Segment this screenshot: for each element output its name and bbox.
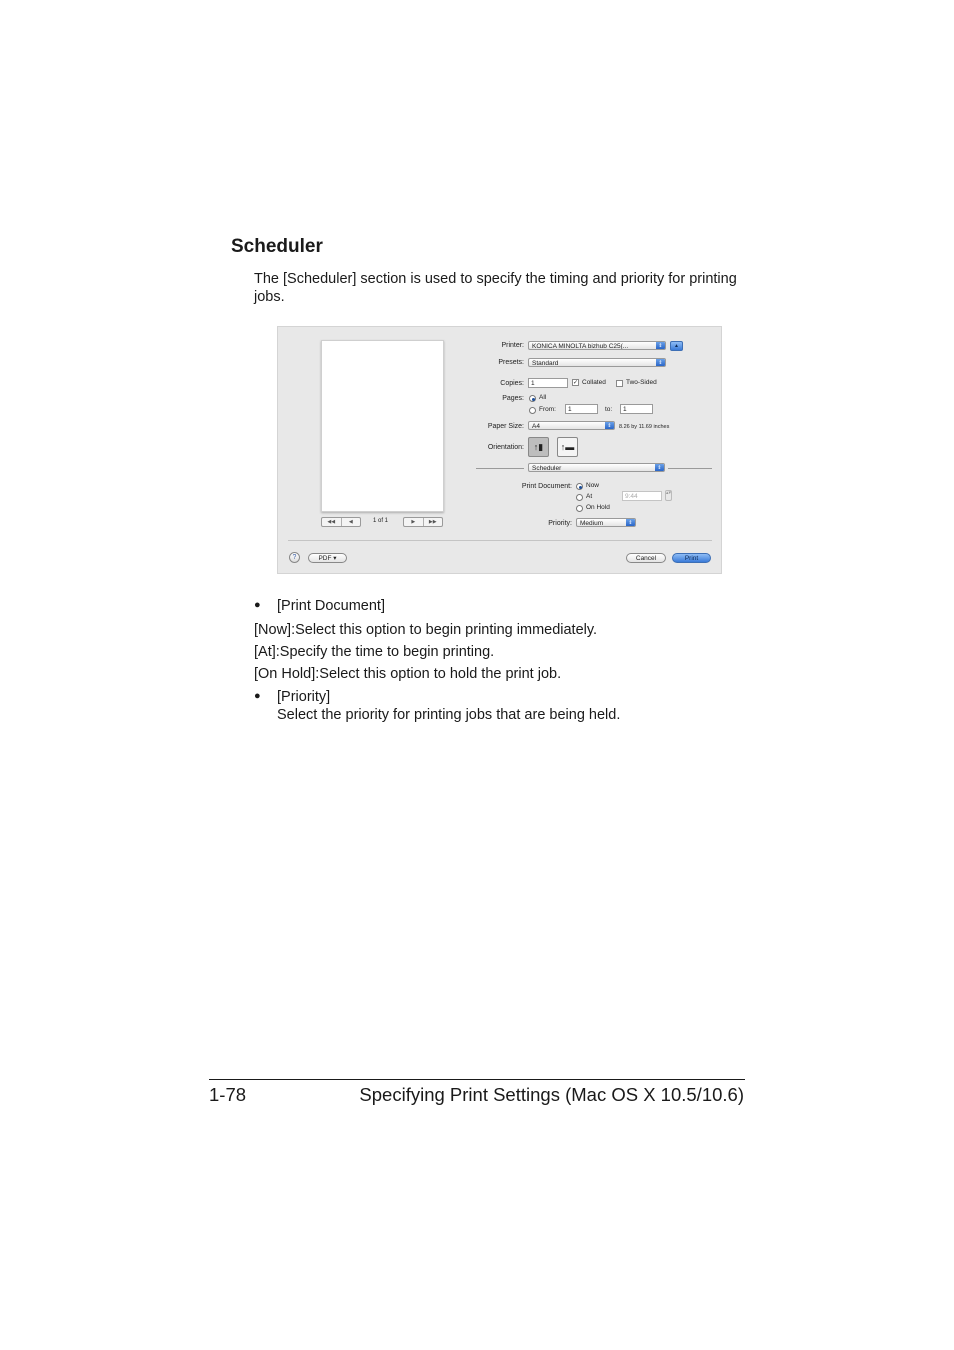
two-sided-checkbox[interactable]	[616, 380, 623, 387]
page-indicator: 1 of 1	[373, 518, 389, 524]
preview-next-buttons[interactable]	[403, 517, 443, 527]
bottom-separator	[288, 540, 712, 541]
help-icon: ?	[292, 554, 297, 561]
print-now-label: Now	[586, 482, 600, 489]
popup-arrows-icon: ⇕	[605, 422, 614, 429]
portrait-icon: ↑▮	[533, 442, 544, 452]
print-at-radio[interactable]	[576, 494, 583, 501]
print-document-heading: [Print Document]	[277, 598, 385, 614]
priority-label: Priority:	[548, 520, 572, 527]
separator	[476, 468, 524, 469]
presets-label: Presets:	[498, 359, 524, 366]
paper-size-label: Paper Size:	[487, 423, 524, 430]
help-button[interactable]	[289, 552, 300, 563]
presets-value: Standard	[532, 360, 559, 367]
pages-to-label: to:	[605, 406, 613, 413]
popup-arrows-icon: ⇕	[655, 464, 664, 471]
bullet-icon: ●	[254, 599, 261, 611]
orientation-label: Orientation:	[487, 444, 524, 451]
printer-popup[interactable]	[528, 341, 666, 350]
printer-label: Printer:	[501, 342, 524, 349]
disclosure-button[interactable]: ▲	[670, 341, 683, 351]
pages-all-radio[interactable]	[529, 395, 536, 402]
popup-arrows-icon: ⇕	[656, 359, 665, 366]
separator	[668, 468, 712, 469]
copies-input[interactable]: 1	[528, 378, 568, 388]
landscape-orientation-button[interactable]	[557, 437, 578, 457]
paper-dimensions: 8.26 by 11.69 inches	[619, 424, 670, 430]
priority-value: Medium	[580, 520, 604, 527]
page-number: 1-78	[209, 1084, 247, 1105]
cancel-button[interactable]: Cancel	[626, 553, 666, 563]
print-now-radio[interactable]	[576, 483, 583, 490]
paper-size-value: A4	[532, 423, 540, 430]
landscape-icon: ↑▬	[560, 442, 575, 452]
collated-checkbox[interactable]: ✓	[573, 380, 579, 386]
popup-arrows-icon: ⇕	[626, 519, 635, 526]
chapter-title: Specifying Print Settings (Mac OS X 10.5/10.6)	[359, 1084, 744, 1105]
priority-description: Select the priority for printing jobs that are being held.	[277, 707, 621, 723]
popup-arrows-icon: ⇕	[656, 342, 665, 349]
footer-rule	[209, 1079, 745, 1080]
print-on-hold-label: On Hold	[586, 504, 610, 511]
next-page-icon[interactable]: ▶	[404, 518, 424, 526]
priority-popup[interactable]	[576, 518, 636, 527]
at-description: [At]:Specify the time to begin printing.	[254, 644, 495, 660]
two-sided-label: Two-Sided	[626, 379, 657, 386]
print-on-hold-radio[interactable]	[576, 505, 583, 512]
copies-label: Copies:	[500, 380, 524, 387]
pages-label: Pages:	[502, 395, 524, 402]
section-popup-value: Scheduler	[532, 465, 562, 472]
page-preview	[321, 340, 444, 512]
portrait-orientation-button[interactable]	[528, 437, 549, 457]
paper-size-popup[interactable]	[528, 421, 615, 430]
presets-popup[interactable]	[528, 358, 666, 367]
print-at-time-field[interactable]: 9:44	[622, 491, 662, 501]
on-hold-description: [On Hold]:Select this option to hold the print job.	[254, 666, 562, 682]
first-page-icon[interactable]: ◀◀	[322, 518, 342, 526]
collated-label: Collated	[582, 379, 606, 386]
printer-value: KONICA MINOLTA bizhub C25(...	[532, 343, 629, 350]
print-dialog-screenshot	[277, 326, 722, 574]
prev-page-icon[interactable]: ◀	[348, 519, 353, 525]
bullet-icon: ●	[254, 690, 261, 702]
section-popup[interactable]	[528, 463, 665, 472]
print-at-label: At	[586, 493, 593, 500]
pages-from-input[interactable]: 1	[565, 404, 598, 414]
section-intro: The [Scheduler] section is used to specify the timing and priority for printing jobs.	[254, 271, 737, 305]
section-heading: Scheduler	[231, 236, 323, 257]
now-description: [Now]:Select this option to begin printing immediately.	[254, 622, 598, 638]
pages-from-label: From:	[539, 406, 556, 413]
print-document-label: Print Document:	[521, 483, 572, 490]
time-stepper[interactable]: ▴▾	[665, 490, 672, 501]
print-button[interactable]: Print	[672, 553, 711, 563]
preview-prev-buttons[interactable]	[321, 517, 361, 527]
priority-heading: [Priority]	[277, 689, 331, 705]
last-page-icon[interactable]: ▶▶	[428, 519, 437, 525]
pages-to-input[interactable]: 1	[620, 404, 653, 414]
pages-all-label: All	[539, 394, 547, 401]
pages-from-radio[interactable]	[529, 407, 536, 414]
pdf-button[interactable]: PDF ▾	[308, 553, 347, 563]
